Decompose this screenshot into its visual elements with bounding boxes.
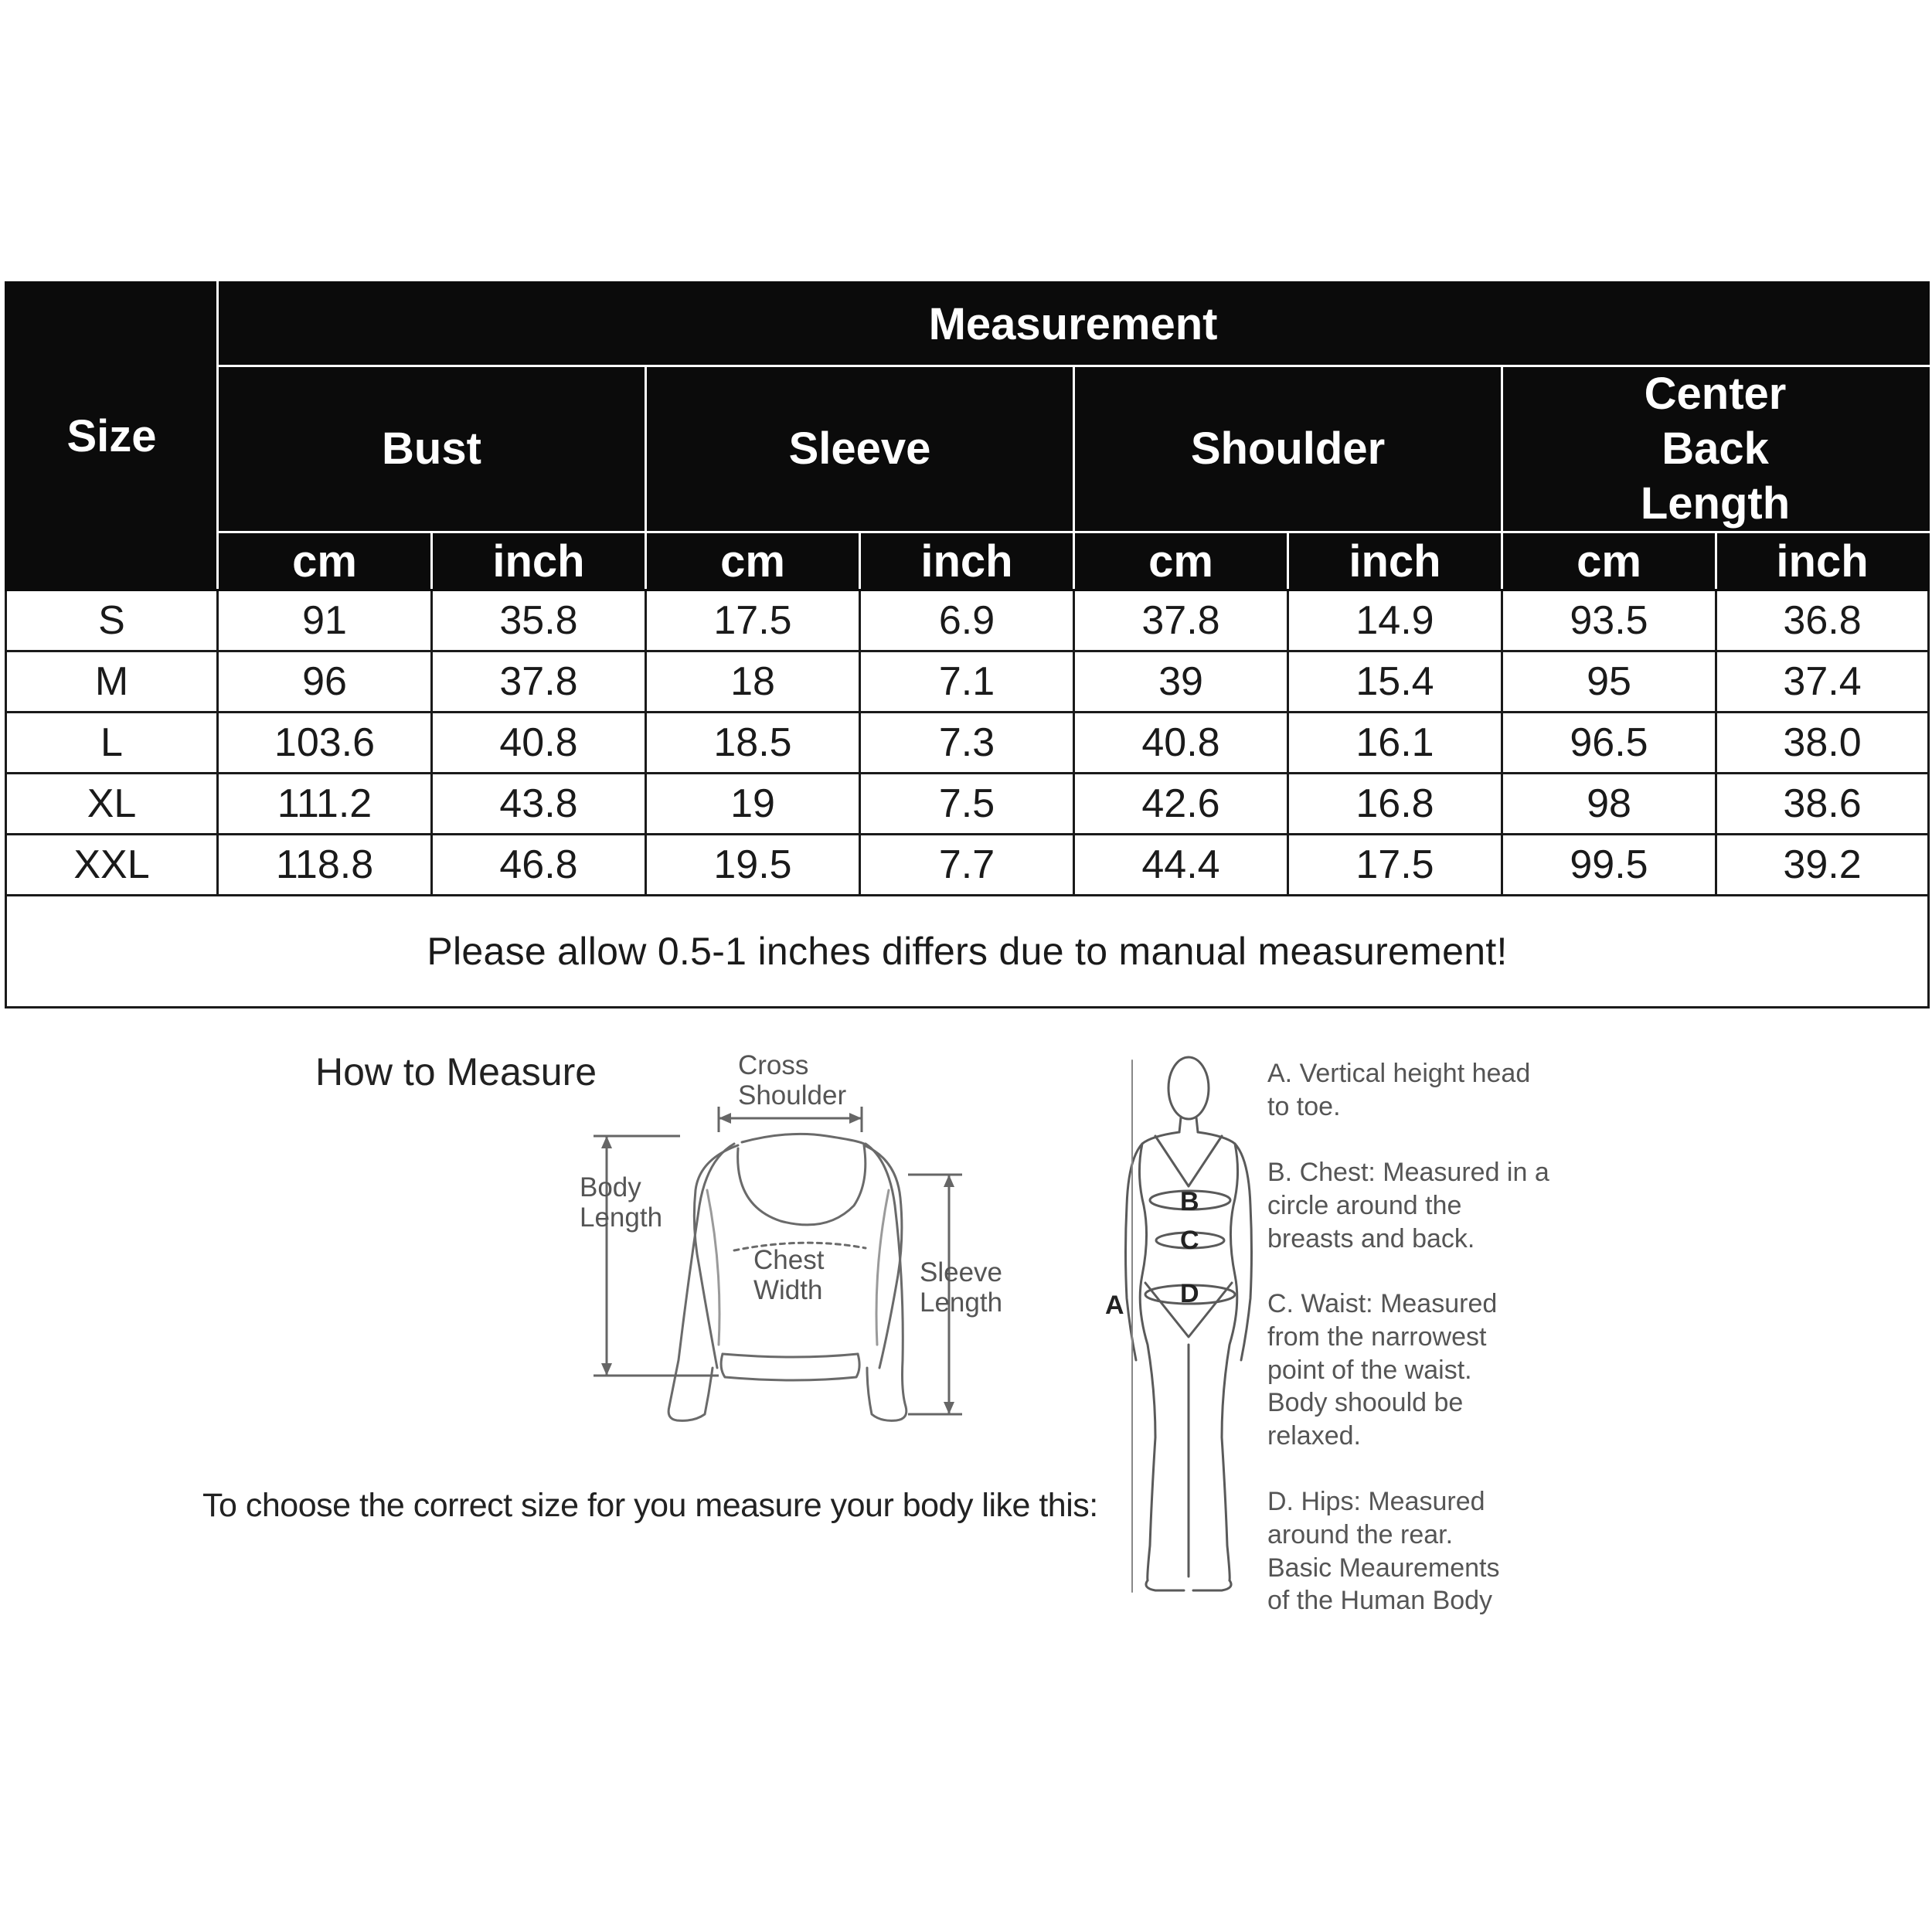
value-cell: 37.4 xyxy=(1716,651,1929,713)
value-cell: 99.5 xyxy=(1502,835,1716,896)
cross-shoulder-label: Cross Shoulder xyxy=(738,1050,847,1111)
bust-header: Bust xyxy=(218,366,646,532)
value-cell: 96 xyxy=(218,651,432,713)
value-cell: 91 xyxy=(218,590,432,651)
value-cell: 38.6 xyxy=(1716,774,1929,835)
sleeve-length-label: Sleeve Length xyxy=(920,1257,1003,1318)
value-cell: 98 xyxy=(1502,774,1716,835)
value-cell: 17.5 xyxy=(1288,835,1502,896)
measurement-header: Measurement xyxy=(218,283,1929,366)
letter-d: D xyxy=(1180,1279,1199,1308)
value-cell: 18.5 xyxy=(646,713,860,774)
value-cell: 35.8 xyxy=(432,590,646,651)
value-cell: 16.1 xyxy=(1288,713,1502,774)
size-cell: M xyxy=(6,651,218,713)
value-cell: 40.8 xyxy=(1074,713,1288,774)
value-cell: 96.5 xyxy=(1502,713,1716,774)
value-cell: 16.8 xyxy=(1288,774,1502,835)
legend-b: B. Chest: Measured in a circle around the breasts and back. xyxy=(1267,1158,1549,1253)
value-cell: 19 xyxy=(646,774,860,835)
how-to-measure-title: How to Measure xyxy=(315,1050,597,1094)
value-cell: 111.2 xyxy=(218,774,432,835)
value-cell: 95 xyxy=(1502,651,1716,713)
measurement-note: Please allow 0.5-1 inches differs due to manual measurement! xyxy=(6,896,1929,1008)
unit-header: cm xyxy=(218,532,432,590)
letter-c: C xyxy=(1180,1226,1199,1255)
value-cell: 7.1 xyxy=(860,651,1074,713)
shoulder-header: Shoulder xyxy=(1074,366,1502,532)
value-cell: 39 xyxy=(1074,651,1288,713)
size-header: Size xyxy=(6,283,218,590)
unit-header: inch xyxy=(860,532,1074,590)
value-cell: 7.7 xyxy=(860,835,1074,896)
value-cell: 46.8 xyxy=(432,835,646,896)
unit-header: inch xyxy=(432,532,646,590)
value-cell: 103.6 xyxy=(218,713,432,774)
value-cell: 14.9 xyxy=(1288,590,1502,651)
value-cell: 18 xyxy=(646,651,860,713)
value-cell: 7.5 xyxy=(860,774,1074,835)
value-cell: 44.4 xyxy=(1074,835,1288,896)
size-cell: XL xyxy=(6,774,218,835)
value-cell: 39.2 xyxy=(1716,835,1929,896)
value-cell: 37.8 xyxy=(1074,590,1288,651)
body-length-label: Body Length xyxy=(580,1172,663,1233)
center-back-length-label: Center Back Length xyxy=(1640,369,1791,529)
legend-a: A. Vertical height head to toe. xyxy=(1267,1059,1531,1121)
legend-d: D. Hips: Measured around the rear. Basic Meaurements of the Human Body xyxy=(1267,1487,1500,1616)
value-cell: 37.8 xyxy=(432,651,646,713)
legend-c: C. Waist: Measured from the narrowest point of the waist. Body shoould be relaxed. xyxy=(1267,1289,1498,1451)
unit-header: cm xyxy=(1502,532,1716,590)
unit-header: inch xyxy=(1288,532,1502,590)
value-cell: 17.5 xyxy=(646,590,860,651)
size-cell: L xyxy=(6,713,218,774)
value-cell: 40.8 xyxy=(432,713,646,774)
value-cell: 15.4 xyxy=(1288,651,1502,713)
value-cell: 42.6 xyxy=(1074,774,1288,835)
letter-b: B xyxy=(1180,1187,1199,1216)
chest-width-label: Chest Width xyxy=(753,1245,825,1305)
size-cell: S xyxy=(6,590,218,651)
value-cell: 36.8 xyxy=(1716,590,1929,651)
unit-header: cm xyxy=(646,532,860,590)
sleeve-header: Sleeve xyxy=(646,366,1074,532)
value-cell: 93.5 xyxy=(1502,590,1716,651)
value-cell: 7.3 xyxy=(860,713,1074,774)
value-cell: 6.9 xyxy=(860,590,1074,651)
value-cell: 38.0 xyxy=(1716,713,1929,774)
size-cell: XXL xyxy=(6,835,218,896)
value-cell: 43.8 xyxy=(432,774,646,835)
value-cell: 19.5 xyxy=(646,835,860,896)
letter-a: A xyxy=(1105,1291,1124,1320)
value-cell: 118.8 xyxy=(218,835,432,896)
unit-header: inch xyxy=(1716,532,1929,590)
unit-header: cm xyxy=(1074,532,1288,590)
measure-instruction: To choose the correct size for you measure your body like this: xyxy=(202,1487,1098,1524)
